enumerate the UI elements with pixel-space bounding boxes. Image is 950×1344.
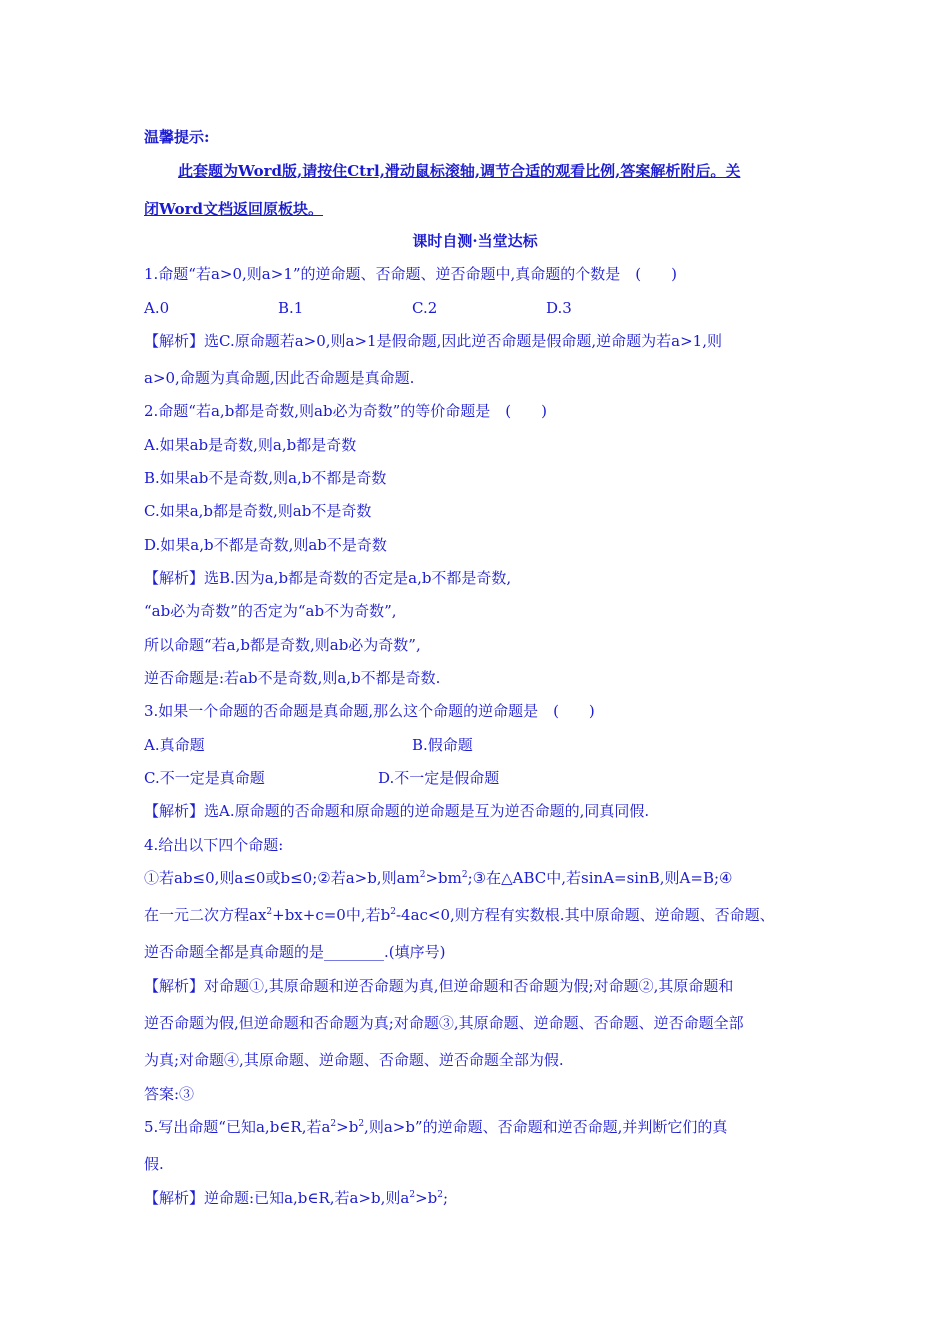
q2-analysis-line-1 (144, 568, 511, 588)
q5-stem-sup-2: 2 (358, 1119, 365, 1129)
q3-analysis-label: 【解析】 (144, 802, 205, 820)
q5-stem-part-b: >b (336, 1118, 359, 1136)
q2-option-c: C.如果a,b都是奇数,则ab不是奇数 (144, 502, 372, 520)
q4-line-1-sup-2: 2 (461, 870, 468, 880)
q1-analysis-line-2: a>0,命题为真命题,因此否命题是真命题. (144, 369, 415, 387)
q2-option-d: D.如果a,b不都是奇数,则ab不是奇数 (144, 536, 387, 554)
q4-line-3: 逆否命题全都是真命题的是________.(填序号) (144, 943, 446, 961)
q2-analysis-line-2: “ab必为奇数”的否定为“ab不为奇数”, (144, 602, 397, 620)
q5-analysis-sup-1: 2 (409, 1190, 416, 1200)
q3-stem: 3.如果一个命题的否命题是真命题,那么这个命题的逆命题是 ( ) (144, 702, 595, 720)
q4-analysis-line-3: 为真;对命题④,其原命题、逆命题、否命题、逆否命题全部为假. (144, 1051, 564, 1069)
q2-stem: 2.命题“若a,b都是奇数,则ab必为奇数”的等价命题是 ( ) (144, 402, 547, 420)
q1-stem: 1.命题“若a>0,则a>1”的逆命题、否命题、逆否命题中,真命题的个数是 ( ) (144, 265, 678, 283)
q4-line-1-sup-1: 2 (419, 870, 426, 880)
q4-line-1-part-a: ①若ab≤0,则a≤0或b≤0;②若a>b,则am (144, 869, 420, 887)
q4-line-2 (144, 905, 775, 925)
q4-line-2-part-c: -4ac<0,则方程有实数根.其中原命题、逆命题、否命题、 (395, 906, 775, 924)
q3-analysis-text-1: 选A.原命题的否命题和原命题的逆命题是互为逆否命题的,同真同假. (204, 802, 650, 820)
q5-stem-line-1 (144, 1117, 727, 1137)
q5-stem-part-c: ,则a>b”的逆命题、否命题和逆否命题,并判断它们的真 (364, 1118, 728, 1136)
q4-stem: 4.给出以下四个命题: (144, 836, 284, 854)
q2-analysis-text-1: 选B.因为a,b都是奇数的否定是a,b不都是奇数, (204, 569, 512, 587)
q1-analysis-label: 【解析】 (144, 332, 205, 350)
q4-line-2-sup-1: 2 (266, 907, 273, 917)
q5-analysis-part-b: >b (415, 1189, 438, 1207)
q5-analysis-part-a: 逆命题:已知a,b∈R,若a>b,则a (204, 1189, 410, 1207)
q2-option-b: B.如果ab不是奇数,则a,b不都是奇数 (144, 469, 387, 487)
q5-stem-sup-1: 2 (330, 1119, 337, 1129)
q4-analysis-text-1: 对命题①,其原命题和逆否命题为真,但逆命题和否命题为假;对命题②,其原命题和 (204, 977, 734, 995)
q4-line-1-part-c: ;③在△ABC中,若sinA=sinB,则A=B;④ (467, 869, 733, 887)
q4-analysis-line-1 (144, 976, 733, 996)
q5-analysis-sup-2: 2 (437, 1190, 444, 1200)
q4-line-1-part-b: >bm (425, 869, 462, 887)
q1-analysis-line-1 (144, 331, 722, 351)
q4-line-2-part-a: 在一元二次方程ax (144, 906, 267, 924)
notice-line-2[interactable]: 闭Word文档返回原板块。 (144, 200, 324, 218)
q4-analysis-line-2: 逆否命题为假,但逆命题和否命题为真;对命题③,其原命题、逆命题、否命题、逆否命题全部 (144, 1014, 744, 1032)
q3-option-d: D.不一定是假命题 (378, 769, 500, 787)
q2-analysis-label: 【解析】 (144, 569, 205, 587)
notice-title: 温馨提示: (144, 128, 210, 146)
q2-analysis-line-3: 所以命题“若a,b都是奇数,则ab必为奇数”, (144, 636, 421, 654)
q5-stem-line-2: 假. (144, 1155, 164, 1173)
q3-analysis-line-1 (144, 801, 649, 821)
q3-option-a: A.真命题 (144, 736, 205, 754)
section-title: 课时自测·当堂达标 (412, 232, 538, 250)
q1-option-c: C.2 (412, 299, 438, 317)
q5-analysis-label: 【解析】 (144, 1189, 205, 1207)
q5-analysis-line-1 (144, 1188, 448, 1208)
q4-line-2-part-b: +bx+c=0中,若b (272, 906, 391, 924)
q5-analysis-part-c: ; (443, 1189, 449, 1207)
q1-option-b: B.1 (278, 299, 304, 317)
q1-option-a: A.0 (144, 299, 170, 317)
q3-option-c: C.不一定是真命题 (144, 769, 265, 787)
q5-stem-part-a: 5.写出命题“已知a,b∈R,若a (144, 1118, 331, 1136)
q2-analysis-line-4: 逆否命题是:若ab不是奇数,则a,b不都是奇数. (144, 669, 441, 687)
q1-option-d: D.3 (546, 299, 572, 317)
notice-line-1[interactable]: 此套题为Word版,请按住Ctrl,滑动鼠标滚轴,调节合适的观看比例,答案解析附后。关 (178, 162, 741, 180)
q4-answer: 答案:③ (144, 1085, 195, 1103)
q4-line-1 (144, 868, 732, 888)
q4-analysis-label: 【解析】 (144, 977, 205, 995)
q4-line-2-sup-2: 2 (390, 907, 396, 917)
q3-option-b: B.假命题 (412, 736, 473, 754)
q2-option-a: A.如果ab是奇数,则a,b都是奇数 (144, 436, 357, 454)
q1-analysis-text-1: 选C.原命题若a>0,则a>1是假命题,因此逆否命题是假命题,逆命题为若a>1,则 (204, 332, 722, 350)
